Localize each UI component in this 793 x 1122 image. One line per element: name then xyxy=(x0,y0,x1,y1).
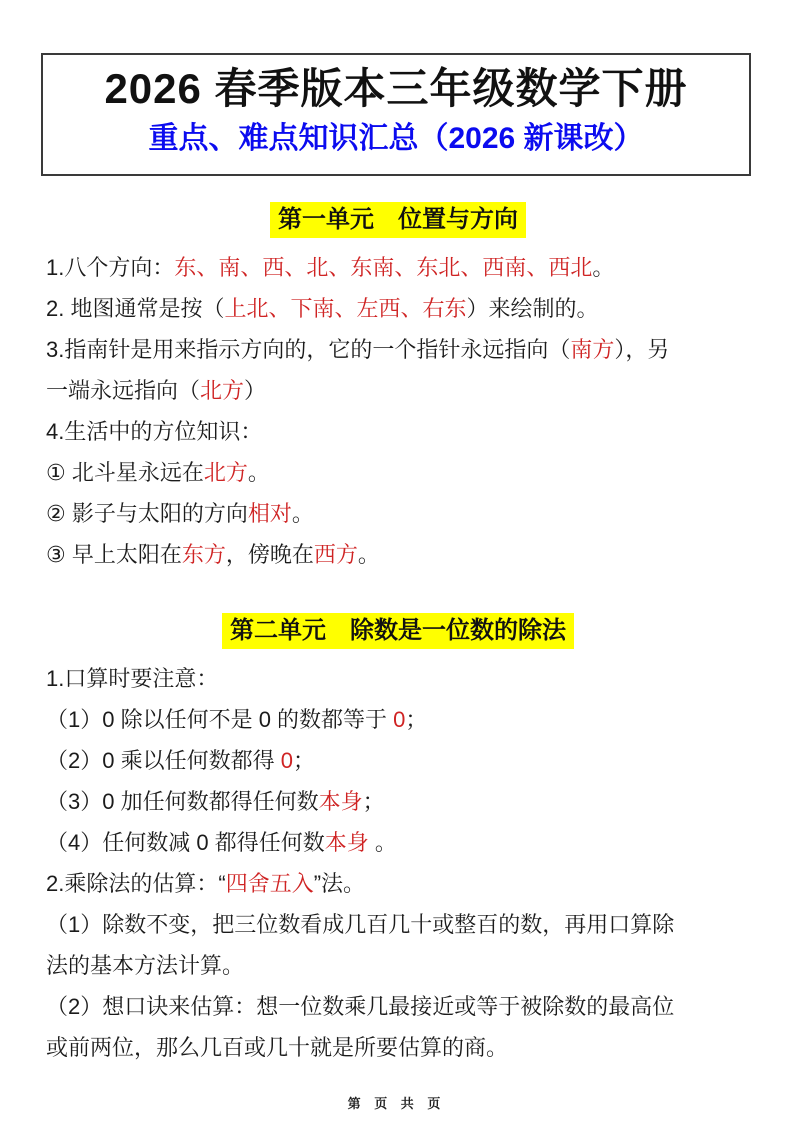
text-line xyxy=(46,822,750,863)
text-line xyxy=(46,247,750,288)
emphasis-red-text: 东、南、西、北、东南、东北、西南、西北 xyxy=(174,255,593,280)
text-line xyxy=(46,329,750,370)
text-line xyxy=(46,945,750,986)
text-segment: ； xyxy=(292,748,315,773)
text-segment: 。 xyxy=(247,460,270,485)
text-segment: 。 xyxy=(592,255,615,280)
emphasis-red-text: 本身 xyxy=(318,789,363,814)
emphasis-red-text: 四舍五入 xyxy=(225,871,314,896)
emphasis-red-text: 相对 xyxy=(247,501,292,526)
page-title: 2026 春季版本三年级数学下册 xyxy=(104,65,688,112)
emphasis-red-text: 本身 xyxy=(324,830,369,855)
text-line xyxy=(46,863,750,904)
text-line xyxy=(46,740,750,781)
text-segment: ，傍晚在 xyxy=(225,542,314,567)
text-line xyxy=(46,1027,750,1068)
text-segment: （2）想口诀来估算：想一位数乘几最接近或等于被除数的最高位 xyxy=(46,994,675,1019)
text-segment: （4）任何数减 0 都得任何数 xyxy=(46,830,325,855)
text-segment: ）来绘制的。 xyxy=(466,296,599,321)
text-line xyxy=(46,904,750,945)
section-heading-text: 第一单元 位置与方向 xyxy=(270,202,526,238)
emphasis-red-text: 北方 xyxy=(200,378,245,403)
text-segment: ② 影子与太阳的方向 xyxy=(46,501,248,526)
text-segment: 3.指南针是用来指示方向的，它的一个指针永远指向（ xyxy=(46,337,571,362)
text-line xyxy=(46,699,750,740)
text-segment: 一端永远指向（ xyxy=(46,378,201,403)
text-line xyxy=(46,370,750,411)
text-segment: 2.乘除法的估算：“ xyxy=(46,871,226,896)
text-segment: ① 北斗星永远在 xyxy=(46,460,204,485)
text-segment: 。 xyxy=(291,501,314,526)
emphasis-red-text: 北方 xyxy=(203,460,248,485)
text-segment: 。 xyxy=(357,542,380,567)
emphasis-red-text: 0 xyxy=(393,707,406,732)
text-line xyxy=(46,288,750,329)
text-segment: 或前两位，那么几百或几十就是所要估算的商。 xyxy=(46,1035,509,1060)
text-segment: （3）0 加任何数都得任何数 xyxy=(46,789,319,814)
sections xyxy=(46,200,750,1068)
text-line xyxy=(46,452,750,493)
text-segment: 法的基本方法计算。 xyxy=(46,953,245,978)
emphasis-red-text: 东方 xyxy=(181,542,226,567)
text-segment: （2）0 乘以任何数都得 xyxy=(46,748,281,773)
text-line xyxy=(46,411,750,452)
text-segment: 4.生活中的方位知识： xyxy=(46,419,263,444)
title-box xyxy=(41,53,751,176)
section-heading-text: 第二单元 除数是一位数的除法 xyxy=(222,613,574,649)
text-line xyxy=(46,658,750,699)
emphasis-red-text: 0 xyxy=(280,748,293,773)
text-line xyxy=(46,781,750,822)
text-segment: ； xyxy=(362,789,385,814)
text-segment: ），另 xyxy=(614,337,670,362)
section-heading xyxy=(46,611,750,654)
section-heading xyxy=(46,200,750,243)
text-line xyxy=(46,986,750,1027)
page-subtitle: 重点、难点知识汇总（2026 新课改） xyxy=(148,122,644,155)
text-segment: 1.八个方向： xyxy=(46,255,175,280)
emphasis-red-text: 上北、下南、左西、右东 xyxy=(224,296,467,321)
text-segment: （1）除数不变，把三位数看成几百几十或整百的数，再用口算除 xyxy=(46,912,675,937)
text-segment: 。 xyxy=(368,830,397,855)
text-segment: ③ 早上太阳在 xyxy=(46,542,182,567)
text-segment: 1.口算时要注意： xyxy=(46,666,219,691)
text-line xyxy=(46,493,750,534)
footer-page-number: 第 页 共 页 xyxy=(347,1096,446,1111)
emphasis-red-text: 南方 xyxy=(570,337,615,362)
text-segment: （1）0 除以任何不是 0 的数都等于 xyxy=(46,707,394,732)
text-segment: ） xyxy=(244,378,267,403)
text-segment: ”法。 xyxy=(313,871,366,896)
document-body xyxy=(46,200,750,1068)
text-segment: ； xyxy=(405,707,428,732)
text-line xyxy=(46,534,750,575)
emphasis-red-text: 西方 xyxy=(313,542,358,567)
text-segment: 2. 地图通常是按（ xyxy=(46,296,225,321)
